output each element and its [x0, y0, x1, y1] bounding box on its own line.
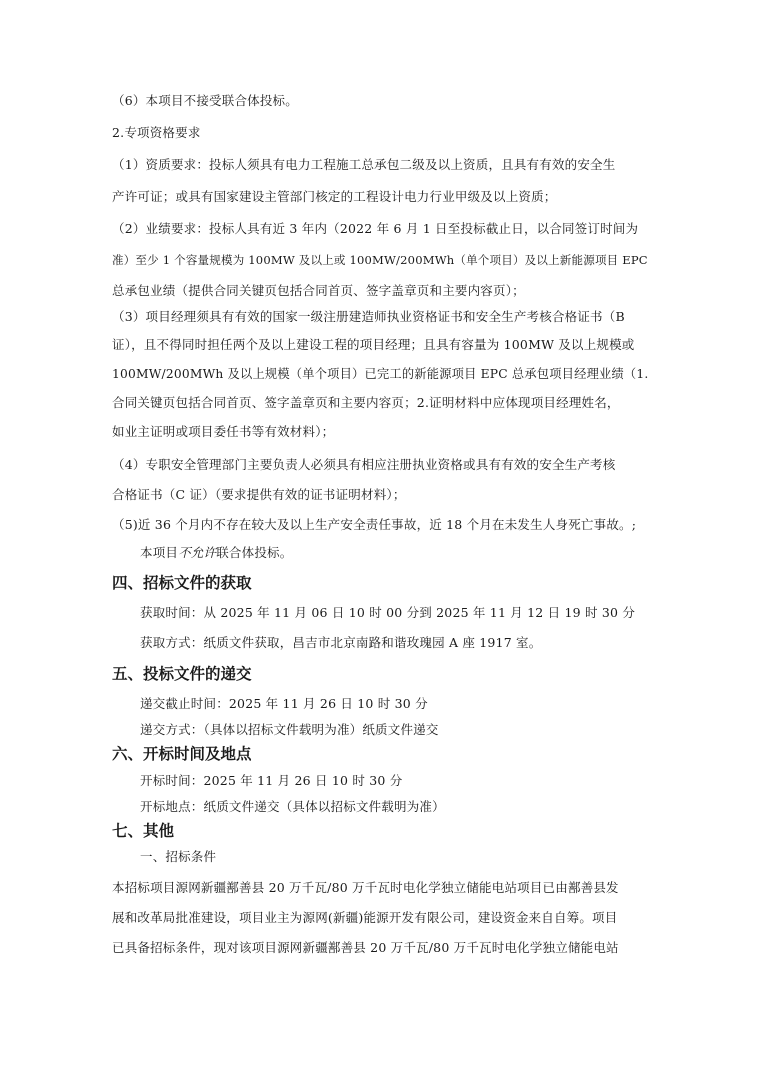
req-5: （5)近 36 个月内不存在较大及以上生产安全责任事故，近 18 个月在未发生人身死亡事故。; — [112, 517, 637, 532]
req-4-line-1: （4）专职安全管理部门主要负责人必须具有相应注册执业资格或具有有效的安全生产考核 — [112, 457, 616, 472]
sub-heading-tender-conditions: 一、招标条件 — [140, 849, 217, 864]
req-3-line-2: 证），且不得同时担任两个及以上建设工程的项目经理；且具有容量为 100MW 及以上规模或 — [112, 337, 635, 352]
req-3-line-1: （3）项目经理须具有有效的国家一级注册建造师执业资格证书和安全生产考核合格证书（B — [112, 309, 625, 324]
opening-place: 开标地点：纸质文件递交（具体以招标文件载明为准） — [140, 799, 445, 814]
req-4-line-2: 合格证书（C 证）（要求提供有效的证书证明材料）； — [112, 487, 406, 502]
req-3-line-5: 如业主证明或项目委任书等有效材料）； — [112, 424, 335, 439]
consortium-note-post: 联合体投标。 — [216, 545, 293, 560]
acquisition-time: 获取时间：从 2025 年 11 月 06 日 10 时 00 分到 2025 年 11 月 12 日 19 时 30 分 — [140, 605, 636, 620]
submission-method: 递交方式：（具体以招标文件载明为准）纸质文件递交 — [140, 722, 439, 737]
submission-deadline: 递交截止时间：2025 年 11 月 26 日 10 时 30 分 — [140, 696, 428, 711]
req-2-line-1: （2）业绩要求：投标人具有近 3 年内（2022 年 6 月 1 日至投标截止日，以合同签订时间为 — [112, 221, 639, 236]
clause-6: （6）本项目不接受联合体投标。 — [112, 93, 298, 108]
tender-conditions-line-2: 展和改革局批准建设，项目业主为源网(新疆)能源开发有限公司，建设资金来自自筹。项目 — [112, 910, 618, 925]
acquisition-method: 获取方式：纸质文件获取，昌吉市北京南路和谐玫瑰园 A 座 1917 室。 — [140, 635, 542, 650]
heading-doc-acquisition: 四、招标文件的获取 — [112, 574, 252, 592]
req-2-line-2: 准）至少 1 个容量规模为 100MW 及以上或 100MW/200MWh（单个项目）及以上新能源项目 EPC — [112, 253, 648, 267]
req-1-line-1: （1）资质要求：投标人须具有电力工程施工总承包二级及以上资质，且具有有效的安全生 — [112, 157, 616, 172]
heading-bid-submission: 五、投标文件的递交 — [112, 665, 252, 683]
consortium-note-emphasis: 不允许 — [178, 545, 217, 560]
section-title-qualification: 2.专项资格要求 — [112, 125, 201, 140]
heading-bid-opening: 六、开标时间及地点 — [112, 745, 252, 763]
req-3-line-4: 合同关键页包括合同首页、签字盖章页和主要内容页；2.证明材料中应体现项目经理姓名， — [112, 395, 620, 410]
req-1-line-2: 产许可证；或具有国家建设主管部门核定的工程设计电力行业甲级及以上资质； — [112, 189, 557, 204]
tender-conditions-line-1: 本招标项目源网新疆鄯善县 20 万千瓦/80 万千瓦时电化学独立储能电站项目已由鄯善县发 — [112, 880, 619, 895]
req-2-line-3: 总承包业绩（提供合同关键页包括合同首页、签字盖章页和主要内容页）； — [112, 283, 525, 298]
opening-time: 开标时间：2025 年 11 月 26 日 10 时 30 分 — [140, 773, 403, 788]
consortium-note — [140, 545, 292, 561]
req-3-line-3: 100MW/200MWh 及以上规模（单个项目）已完工的新能源项目 EPC 总承包项目经理业绩（1. — [112, 367, 649, 381]
heading-other: 七、其他 — [112, 822, 175, 840]
consortium-note-pre: 本项目 — [140, 545, 179, 560]
tender-conditions-line-3: 已具备招标条件，现对该项目源网新疆鄯善县 20 万千瓦/80 万千瓦时电化学独立储能电站 — [112, 940, 619, 955]
